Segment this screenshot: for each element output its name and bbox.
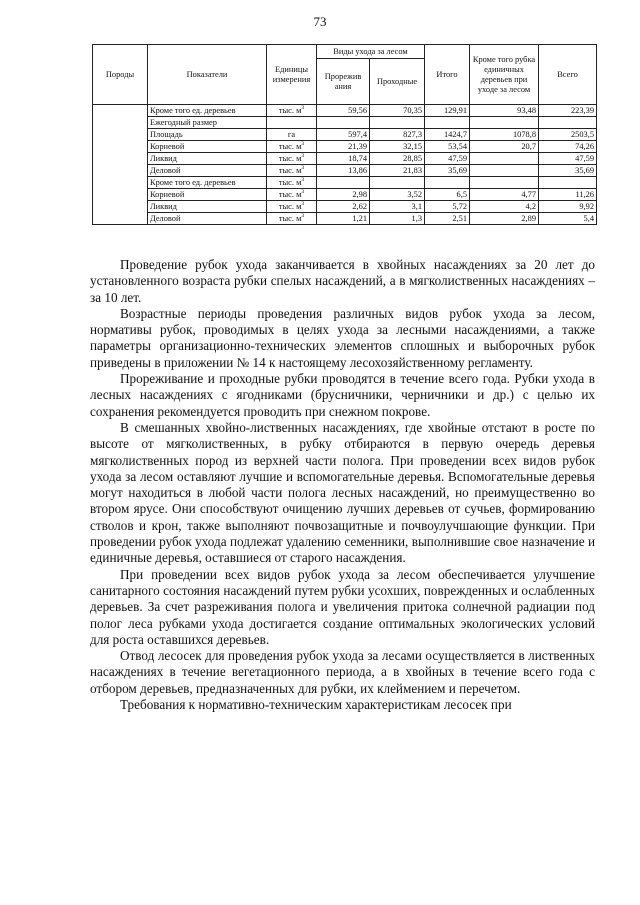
cell-total: 2,51 [425, 213, 470, 225]
header-except-single: Кроме того рубка единичных деревьев при уходе за лесом [470, 45, 539, 105]
cell-passing: 1,3 [370, 213, 425, 225]
cell-except-single: 93,48 [470, 105, 539, 117]
table-row [93, 213, 597, 225]
cell-grand-total: 11,26 [539, 189, 597, 201]
row-label: Корневой [148, 189, 267, 201]
cell-passing: 827,3 [370, 129, 425, 141]
row-label: Ликвид [148, 201, 267, 213]
cell-except-single: 1078,8 [470, 129, 539, 141]
header-passing: Проходные [370, 59, 425, 105]
cell-total [425, 177, 470, 189]
row-unit: тыс. $м^3$ [267, 153, 317, 165]
cell-passing: 3,52 [370, 189, 425, 201]
cell-total [425, 117, 470, 129]
row-unit [267, 117, 317, 129]
header-indicators: Показатели [148, 45, 267, 105]
table-row [93, 129, 597, 141]
row-unit: тыс. $м^3$ [267, 105, 317, 117]
table-row [93, 117, 597, 129]
row-unit: тыс. $м^3$ [267, 189, 317, 201]
row-unit: тыс. $м^3$ [267, 213, 317, 225]
table-row [93, 201, 597, 213]
row-label: Деловой [148, 165, 267, 177]
paragraph: Прореживание и проходные рубки проводятся в течение всего года. Рубки ухода в лесных насаждениях с ягодниками (брусничники, черничники и др.) с целью их сохранения рекомендуется проводить при снежном покрове. [90, 371, 595, 419]
cell-passing [370, 117, 425, 129]
header-thinning: Прорежив ания [317, 59, 370, 105]
cell-except-single [470, 177, 539, 189]
cell-total: 47,59 [425, 153, 470, 165]
row-unit: тыс. $м^3$ [267, 165, 317, 177]
header-care-types: Виды ухода за лесом [317, 45, 425, 59]
cell-thinning [317, 177, 370, 189]
cell-thinning: 13,86 [317, 165, 370, 177]
row-label: Площадь [148, 129, 267, 141]
cell-passing: 21,83 [370, 165, 425, 177]
cell-except-single [470, 165, 539, 177]
header-units: Единицы измерения [267, 45, 317, 105]
page-number: 73 [313, 14, 327, 29]
row-unit: тыс. $м^3$ [267, 201, 317, 213]
cell-passing: 28,85 [370, 153, 425, 165]
row-unit: га [267, 129, 317, 141]
cell-except-single: 20,7 [470, 141, 539, 153]
body-text [90, 257, 595, 713]
cell-passing: 32,15 [370, 141, 425, 153]
cell-total: 35,69 [425, 165, 470, 177]
cell-except-single: 4,2 [470, 201, 539, 213]
paragraph: В смешанных хвойно-лиственных насаждениях, где хвойные отстают в росте по высоте от мягколиственных, в рубку отбираются в первую очередь деревья мягколиственных пород из верхней части полога. При проведении всех видов рубок ухода за лесом оставляют лучшие и вспомогательные деревья. Вспомогательные деревья могут находиться в любой части полога лесных насаждений, но преимущественно во втором ярусе. Они способствуют очищению лучших деревьев от сучьев, формированию стволов и крон, также выполняют почвозащитные и почвоулучшающие функции. При проведении рубок ухода подлежат удалению семенники, выполнившие свое назначение и единичные деревья, оставшиеся от старого насаждения. [90, 419, 595, 566]
table-row [93, 189, 597, 201]
row-label: Кроме того ед. деревьев [148, 177, 267, 189]
cell-grand-total: 5,4 [539, 213, 597, 225]
cell-thinning: 2,98 [317, 189, 370, 201]
cell-thinning: 2,62 [317, 201, 370, 213]
row-label: Деловой [148, 213, 267, 225]
cell-passing: 3,1 [370, 201, 425, 213]
cell-grand-total: 74,26 [539, 141, 597, 153]
table-row [93, 105, 597, 117]
cell-thinning: 18,74 [317, 153, 370, 165]
cell-grand-total: 2503,5 [539, 129, 597, 141]
table-body [93, 105, 597, 225]
table-row [93, 165, 597, 177]
cell-grand-total: 9,92 [539, 201, 597, 213]
data-table [92, 44, 597, 225]
cell-except-single: 2,89 [470, 213, 539, 225]
cell-thinning: 59,56 [317, 105, 370, 117]
row-unit: тыс. $м^3$ [267, 141, 317, 153]
table-row [93, 141, 597, 153]
cell-thinning: 1,21 [317, 213, 370, 225]
cell-thinning: 597,4 [317, 129, 370, 141]
cell-grand-total [539, 117, 597, 129]
header-species: Породы [93, 45, 148, 105]
cell-except-single: 4,77 [470, 189, 539, 201]
cell-except-single [470, 153, 539, 165]
cell-grand-total: 35,69 [539, 165, 597, 177]
cell-passing: 70,35 [370, 105, 425, 117]
row-label: Корневой [148, 141, 267, 153]
table-row [93, 177, 597, 189]
cell-except-single [470, 117, 539, 129]
paragraph: Проведение рубок ухода заканчивается в хвойных насаждениях за 20 лет до установленного возраста рубки спелых насаждений, а в мягколиственных насаждениях – за 10 лет. [90, 257, 595, 305]
cell-total: 5,72 [425, 201, 470, 213]
paragraph: Требования к нормативно-техническим характеристикам лесосек при [120, 697, 512, 713]
row-label: Ежегодный размер [148, 117, 267, 129]
cell-grand-total: 47,59 [539, 153, 597, 165]
cell-total: 129,91 [425, 105, 470, 117]
row-species-cell [93, 105, 148, 225]
cell-total: 6,5 [425, 189, 470, 201]
paragraph: Возрастные периоды проведения различных видов рубок ухода за лесом, нормативы рубок, проводимых в целях ухода за лесными насаждениями, а также параметры организационно-технических элементов сплошных и выборочных рубок приведены в приложении № 14 к настоящему лесохозяйственному регламенту. [90, 305, 595, 370]
header-total: Итого [425, 45, 470, 105]
cell-total: 53,54 [425, 141, 470, 153]
cell-thinning [317, 117, 370, 129]
table-row [93, 153, 597, 165]
header-grand-total: Всего [539, 45, 597, 105]
cell-grand-total [539, 177, 597, 189]
cell-passing [370, 177, 425, 189]
cell-total: 1424,7 [425, 129, 470, 141]
cell-grand-total: 223,39 [539, 105, 597, 117]
row-unit: тыс. $м^3$ [267, 177, 317, 189]
cell-thinning: 21,39 [317, 141, 370, 153]
row-label: Ликвид [148, 153, 267, 165]
row-label: Кроме того ед. деревьев [148, 105, 267, 117]
paragraph: Отвод лесосек для проведения рубок ухода за лесами осуществляется в лиственных насаждениях в течение вегетационного периода, а в хвойных в течение всего года с отбором деревьев, предназначенных для рубки, их клеймением и перечетом. [90, 648, 595, 696]
paragraph: При проведении всех видов рубок ухода за лесом обеспечивается улучшение санитарного состояния насаждений путем рубки усохших, поврежденных и ослабленных деревьев. За счет разреживания полога и увеличения притока солнечной радиации под полог леса рубками ухода достигается создание оптимальных экологических условий для роста оставшихся деревьев. [90, 566, 595, 647]
